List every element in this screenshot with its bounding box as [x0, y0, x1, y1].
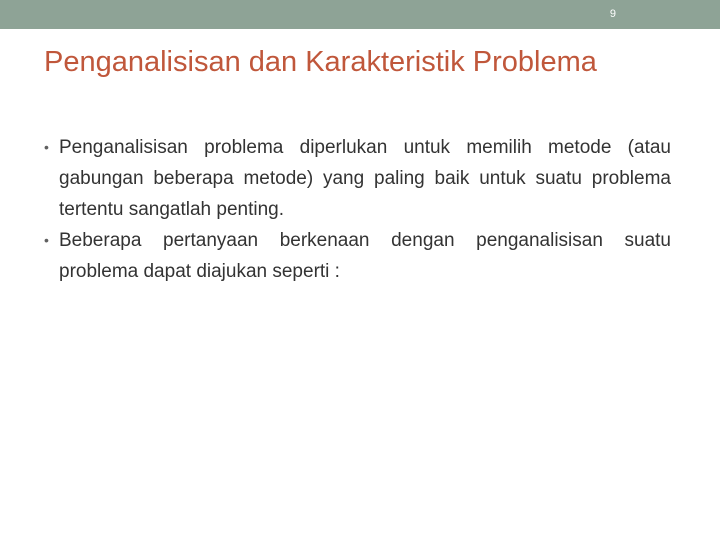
bullet-item: [44, 132, 671, 225]
bullet-text: Beberapa pertanyaan berkenaan dengan penganalisisan suatu problema dapat diajukan seperti :: [59, 230, 671, 282]
header-bar: [0, 0, 720, 29]
bullet-marker-icon: •: [44, 232, 49, 248]
bullet-text: Penganalisisan problema diperlukan untuk memilih metode (atau gabungan beberapa metode) yang paling baik untuk suatu problema tertentu sangatlah penting.: [59, 137, 671, 220]
page-number: 9: [609, 8, 616, 20]
slide-title: Penganalisisan dan Karakteristik Problema: [44, 46, 597, 78]
bullet-item: [44, 225, 671, 287]
bullet-list: [44, 132, 671, 287]
bullet-marker-icon: •: [44, 139, 49, 155]
